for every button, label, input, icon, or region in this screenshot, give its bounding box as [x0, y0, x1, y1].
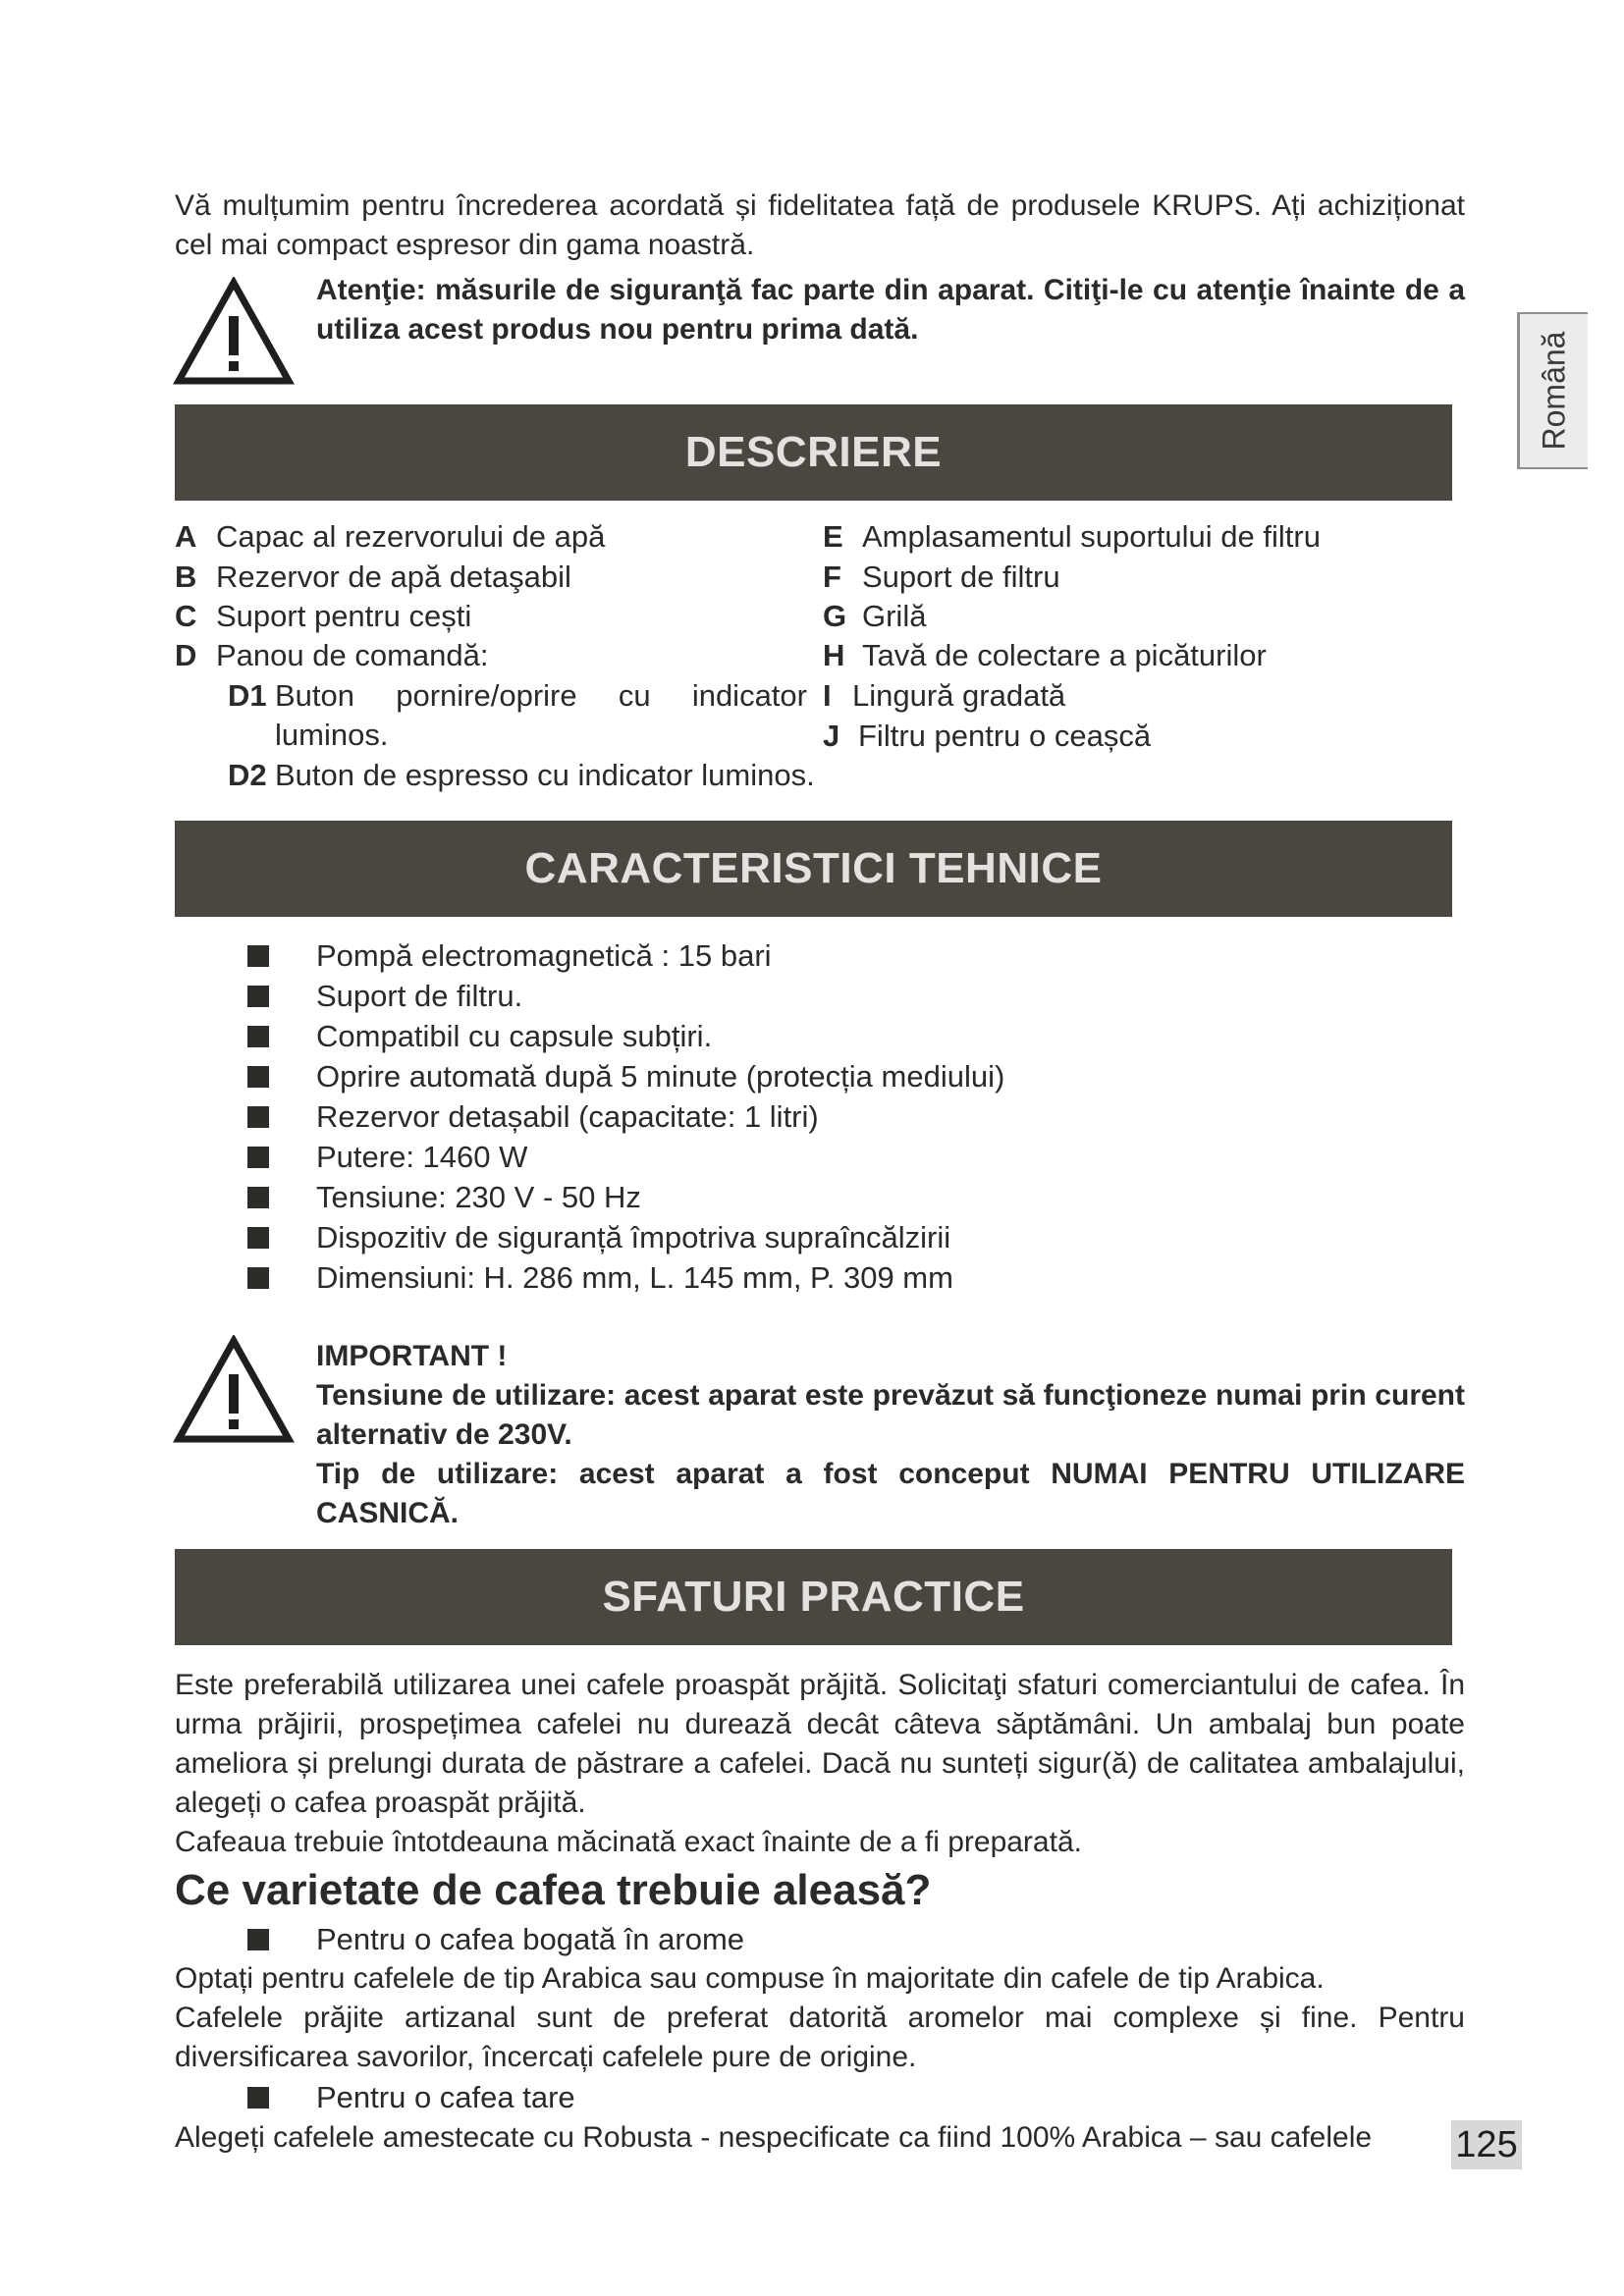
variety-heading: Ce varietate de cafea trebuie aleasă? [175, 1866, 932, 1914]
intro-warning: Atenţie: măsurile de siguranţă fac parte din aparat. Citiţi-le cu atenţie înainte de a utiliza acest produs nou pentru prima dată. [316, 274, 1465, 346]
desc-item-a: A Capac al rezervorului de apă [175, 519, 606, 554]
variety-bullet-2: Pentru o cafea tare [316, 2078, 575, 2117]
important-block [316, 1337, 1465, 1533]
sfaturi-paragraph-2: Cafeaua trebuie întotdeauna măcinată exact înainte de a fi preparată. [175, 1826, 1082, 1858]
desc-item-j: J Filtru pentru o ceașcă [823, 719, 1152, 753]
desc-item-c: C Suport pentru cești [175, 599, 472, 633]
list-item: Dimensiuni: H. 286 mm, L. 145 mm, P. 309 mm [247, 1257, 1465, 1298]
intro-text: Vă mulțumim pentru încrederea acordată și fidelitatea față de produsele KRUPS. Ați achiziționat cel mai compact espresor din gama noastră. [175, 189, 1465, 261]
desc-item-e: E Amplasamentul suportului de filtru [823, 519, 1321, 554]
variety-paragraph-3: Alegeți cafelele amestecate cu Robusta - nespecificate ca fiind 100% Arabica – sau cafelele [175, 2121, 1373, 2154]
sfaturi-body [175, 1666, 1465, 1862]
square-bullet-icon [247, 1106, 269, 1128]
list-item: Suport de filtru. [247, 976, 1465, 1016]
list-item: Dispozitiv de siguranță împotriva supraîncălzirii [247, 1217, 1465, 1257]
desc-item-d: D Panou de comandă: [175, 638, 489, 672]
desc-item-d2: D2 Buton de espresso cu indicator luminos. [228, 758, 815, 792]
list-item: Rezervor detașabil (capacitate: 1 litri) [247, 1096, 1465, 1137]
list-item: Pompă electromagnetică : 15 bari [247, 935, 1465, 976]
list-item: Tensiune: 230 V - 50 Hz [247, 1177, 1465, 1217]
list-item: Compatibil cu capsule subțiri. [247, 1016, 1465, 1056]
list-item: Oprire automată după 5 minute (protecția mediului) [247, 1056, 1465, 1096]
square-bullet-icon [247, 1227, 269, 1249]
square-bullet-icon [247, 945, 269, 967]
variety-body-1 [175, 1959, 1465, 2077]
desc-item-i: I Lingură gradată [823, 678, 1066, 713]
square-bullet-icon [247, 1187, 269, 1208]
variety-paragraph-1: Optați pentru cafelele de tip Arabica sau compuse în majoritate din cafele de tip Arabica. [175, 1962, 1325, 1995]
important-usage: Tip de utilizare: acest aparat a fost conceput NUMAI PENTRU UTILIZARE CASNICĂ. [316, 1458, 1465, 1529]
language-tab [1517, 312, 1588, 469]
section-header-descriere: DESCRIERE [175, 404, 1452, 501]
variety-paragraph-2: Cafelele prăjite artizanal sunt de preferat datorită aromelor mai complexe și fine. Pentru diversificarea savorilor, încercați cafelele pure de origine. [175, 2002, 1465, 2073]
square-bullet-icon [247, 1267, 269, 1289]
square-bullet-icon [247, 1066, 269, 1088]
square-bullet-icon [247, 986, 269, 1007]
warning-triangle-icon [173, 1335, 295, 1445]
list-item: Putere: 1460 W [247, 1137, 1465, 1177]
sfaturi-paragraph-1: Este preferabilă utilizarea unei cafele proaspăt prăjită. Solicitaţi sfaturi comerciantului de cafea. În urma prăjirii, prospețimea cafelei nu durează decât câteva săptămâni. Un ambalaj bun poate ameliora și prelungi durata de păstrare a cafelei. Dacă nu sunteți sigur(ă) de calitatea ambalajului, alegeți o cafea proaspăt prăjită. [175, 1669, 1465, 1819]
important-heading: IMPORTANT ! [316, 1340, 508, 1372]
language-tab-label: Română [1536, 331, 1571, 451]
desc-item-d1: D1 Buton pornire/oprire cu indicator luminos. [228, 678, 807, 752]
desc-item-g: G Grilă [823, 599, 927, 633]
important-voltage: Tensiune de utilizare: acest aparat este prevăzut să funcţioneze numai prin curent alternativ de 230V. [316, 1379, 1465, 1451]
variety-bullet-1: Pentru o cafea bogată în arome [316, 1920, 744, 1959]
square-bullet-icon [247, 1929, 269, 1950]
square-bullet-icon [247, 1026, 269, 1047]
square-bullet-icon [247, 2087, 269, 2109]
desc-item-f: F Suport de filtru [823, 560, 1060, 594]
section-header-sfaturi: SFATURI PRACTICE [175, 1549, 1452, 1645]
desc-item-h: H Tavă de colectare a picăturilor [823, 638, 1267, 672]
specs-list [247, 935, 1465, 1298]
square-bullet-icon [247, 1147, 269, 1168]
desc-item-b: B Rezervor de apă detaşabil [175, 560, 571, 594]
section-header-caracteristici: CARACTERISTICI TEHNICE [175, 821, 1452, 917]
page-number: 125 [1451, 2120, 1522, 2169]
warning-triangle-icon [173, 277, 295, 387]
